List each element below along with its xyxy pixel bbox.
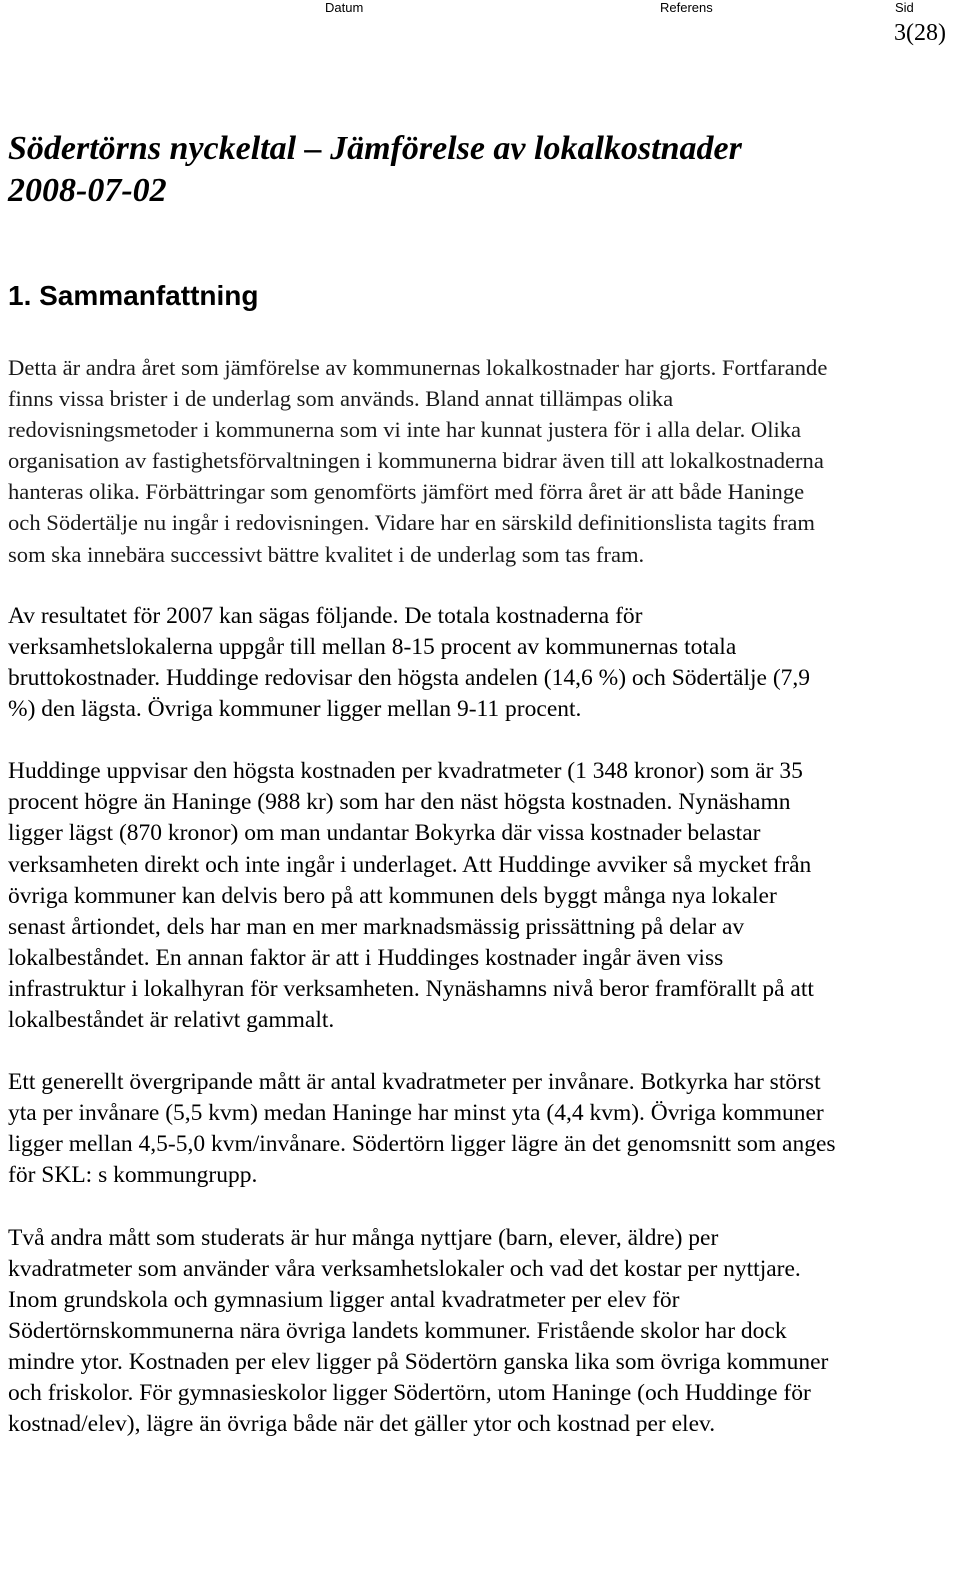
paragraph-intro: Detta är andra året som jämförelse av kommunernas lokalkostnader har gjorts. Fortfarande finns vissa brister i de underlag som används. Bland annat tillämpas olika redovisningsmetoder i kommunerna som vi inte har kunnat justera för i alla delar. Olika organisation av fastighetsförvaltningen i kommunerna bidrar även till att lokalkostnaderna hanteras olika. Förbättringar som genomförts jämfört med förra året är att både Haninge och Södertälje nu ingår i redovisningen. Vidare har en särskild definitionslista tagits fram som ska innebära successivt bättre kvalitet i de underlag som tas fram. — [8, 355, 828, 567]
paragraph-cost-per-sqm: Huddinge uppvisar den högsta kostnaden per kvadratmeter (1 348 kronor) som är 35 procent högre än Haninge (988 kr) som har den näst högsta kostnaden. Nynäshamn ligger lägst (870 kronor) om man undantar Bokyrka där vissa kostnader belastar verksamheten direkt och inte ingår i underlaget. Att Huddinge avviker så mycket från övriga kommuner kan delvis bero på att kommunen dels byggt många nya lokaler senast årtiondet, dels har man en mer marknadsmässig prissättning på delar av lokalbeståndet. En annan faktor är att i Huddinges kostnader ingår även viss infrastruktur i lokalhyran för verksamheten. Nynäshamns nivå beror framförallt på att lokalbeståndet är relativt gammalt. — [8, 758, 814, 1033]
document-title — [8, 128, 908, 212]
paragraph-sqm-per-inhabitant: Ett generellt övergripande mått är antal kvadratmeter per invånare. Botkyrka har störst yta per invånare (5,5 kvm) medan Haninge har minst yta (4,4 kvm). Övriga kommuner ligger mellan 4,5-5,0 kvm/invånare. Södertörn ligger lägre än det genomsnitt som anges för SKL: s kommungrupp. — [8, 1069, 836, 1189]
page-label: Sid — [895, 0, 914, 15]
summary-body — [8, 352, 838, 1471]
reference-label: Referens — [660, 0, 713, 15]
paragraph-users-per-sqm: Två andra mått som studerats är hur många nyttjare (barn, elever, äldre) per kvadratmeter som använder våra verksamhetslokaler och vad det kostar per nyttjare. Inom grundskola och gymnasium ligger antal kvadratmeter per elev för Södertörnskommunerna nära övriga landets kommuner. Fristående skolor har dock mindre ytor. Kostnaden per elev ligger på Södertörn ganska lika som övriga kommuner och friskolor. För gymnasieskolor ligger Södertörn, utom Haninge (och Huddinge för kostnad/elev), lägre än övriga både när det gäller ytor och kostnad per elev. — [8, 1224, 829, 1438]
page-header — [0, 0, 960, 16]
page-number: 3(28) — [894, 20, 946, 46]
section-heading-summary: 1. Sammanfattning — [8, 280, 259, 311]
date-label: Datum — [325, 0, 364, 15]
paragraph-results-2007: Av resultatet för 2007 kan sägas följande. De totala kostnaderna för verksamhetslokalerna uppgår till mellan 8-15 procent av kommunernas totala bruttokostnader. Huddinge redovisar den högsta andelen (14,6 %) och Södertälje (7,9 %) den lägsta. Övriga kommuner ligger mellan 9-11 procent. — [8, 602, 811, 723]
document-title-line1: Södertörns nyckeltal – Jämförelse av lokalkostnader — [8, 130, 742, 167]
document-date: 2008-07-02 — [8, 172, 167, 209]
